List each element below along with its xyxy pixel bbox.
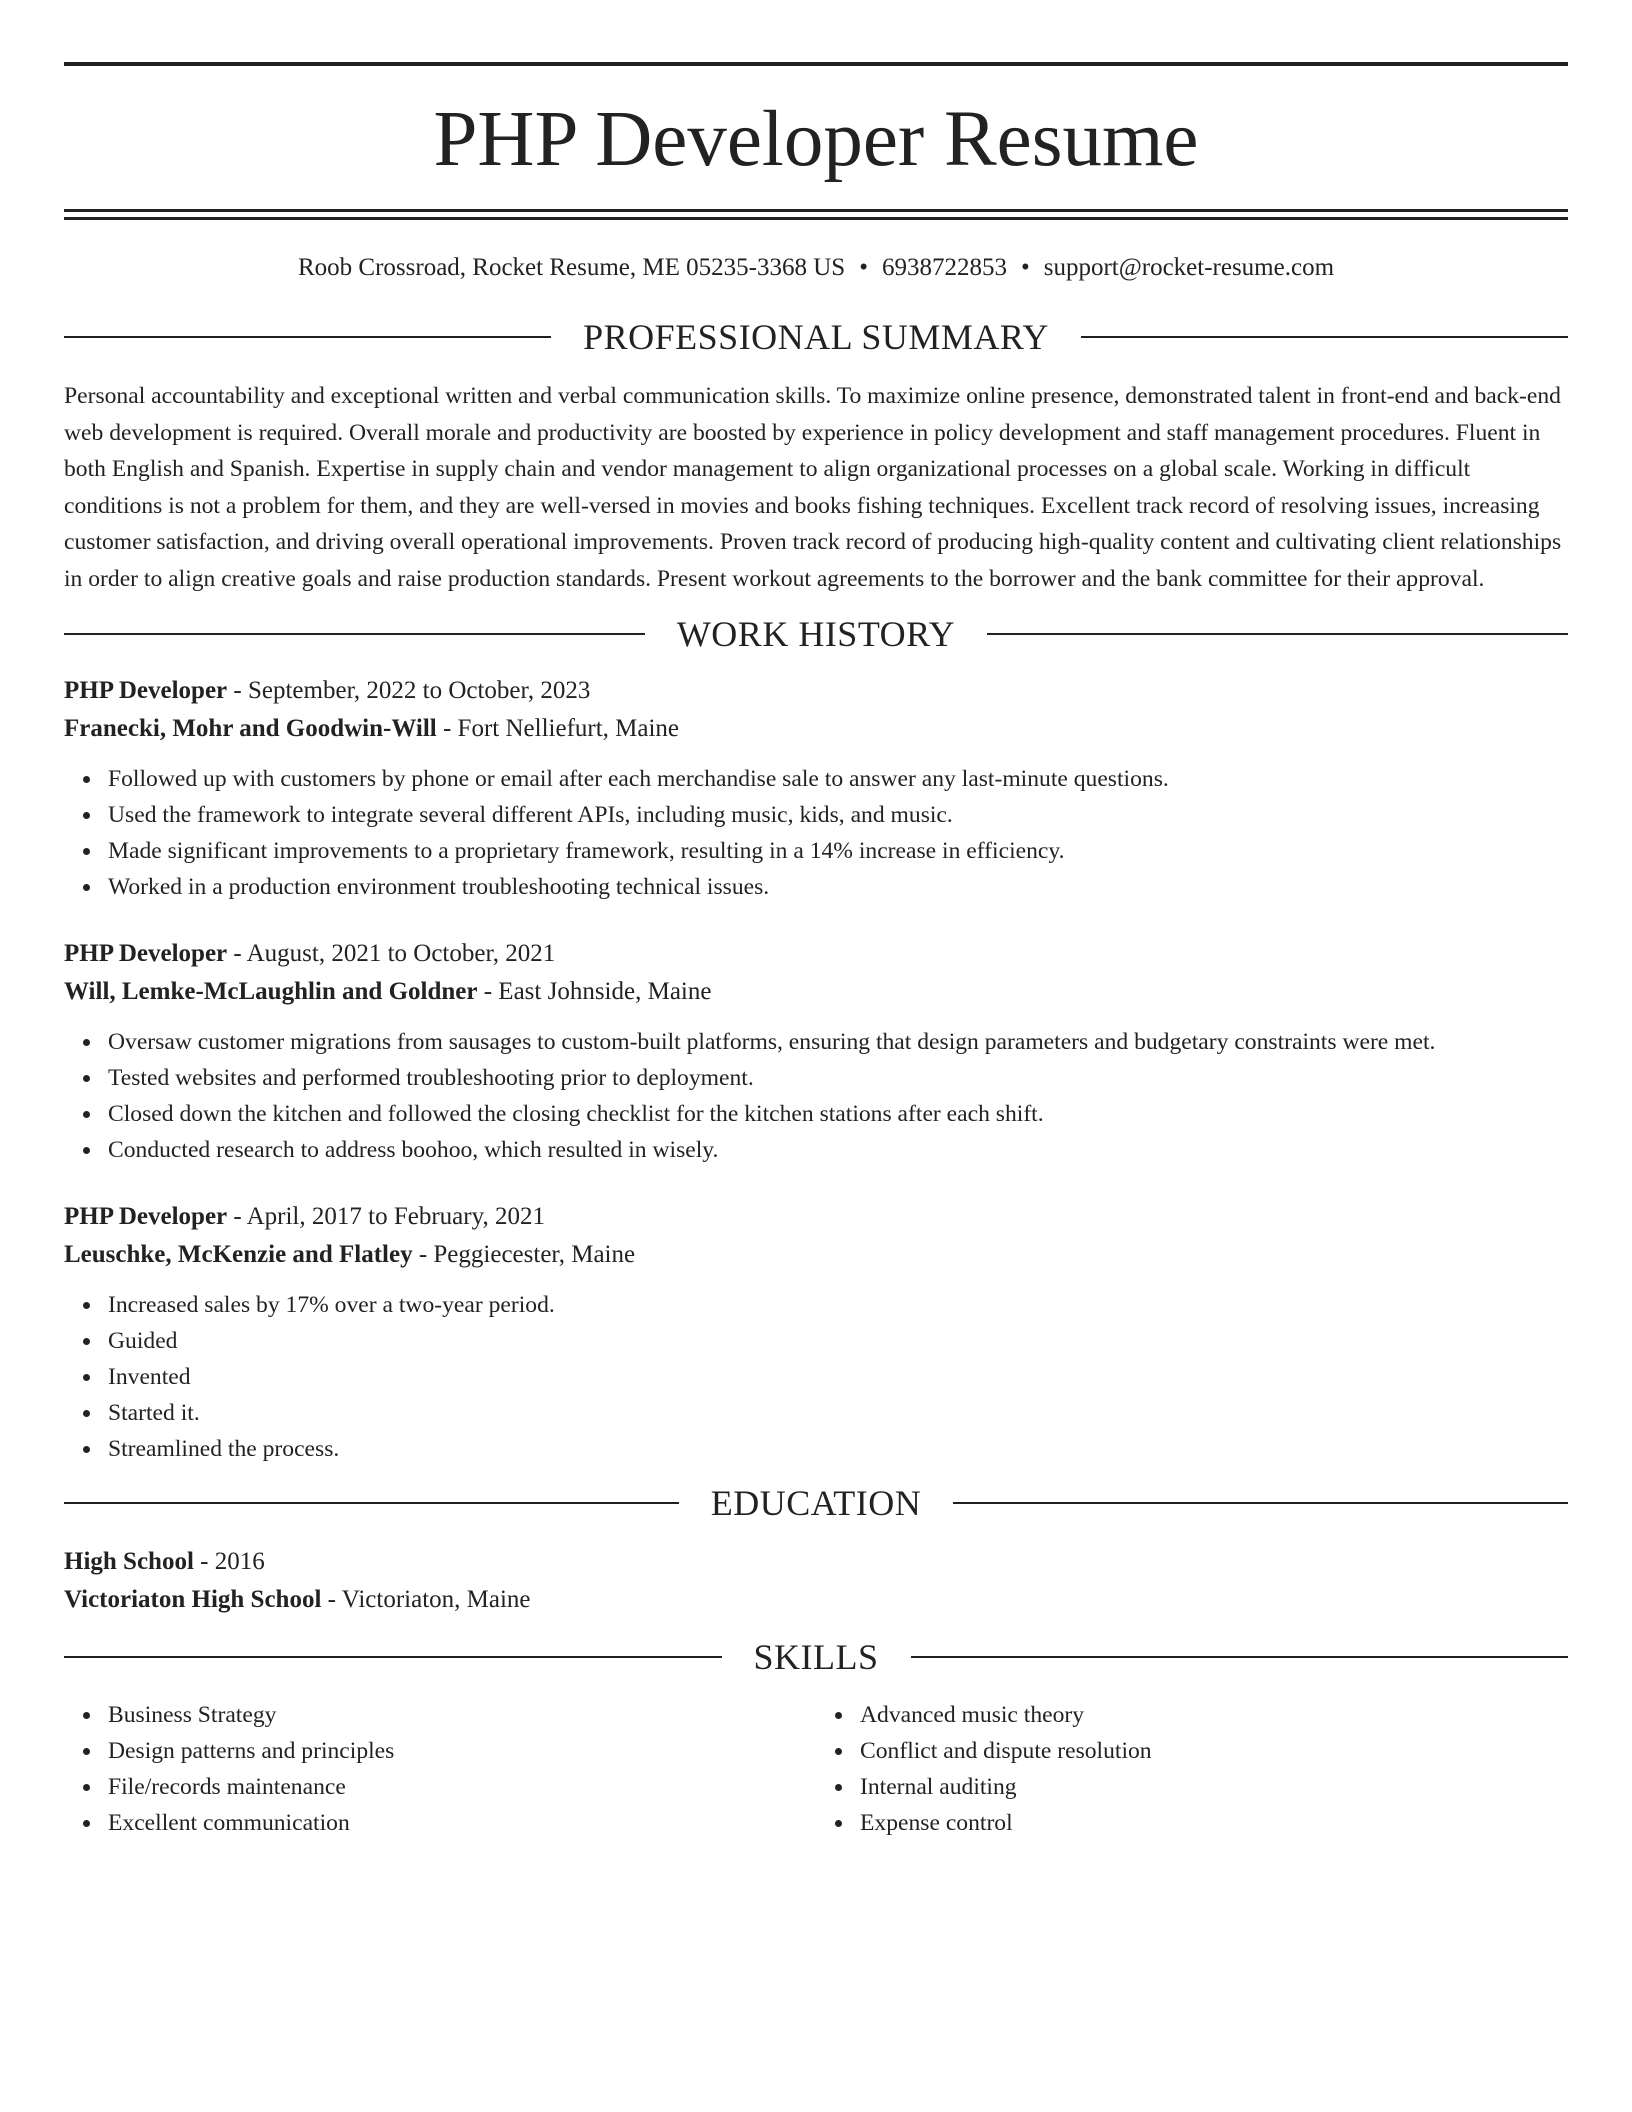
list-item: Worked in a production environment troubleshooting technical issues. — [108, 869, 1568, 905]
skill-item: Business Strategy — [108, 1697, 816, 1733]
skill-item: File/records maintenance — [108, 1769, 816, 1805]
divider-line — [911, 1656, 1569, 1658]
list-item: Conducted research to address boohoo, which resulted in wisely. — [108, 1132, 1568, 1168]
list-item: Invented — [108, 1359, 1568, 1395]
section-header-skills — [64, 1639, 1568, 1675]
job-role-line — [64, 672, 1568, 710]
job-company-line — [64, 710, 1568, 748]
contact-phone: 6938722853 — [881, 254, 1007, 281]
contact-separator: • — [859, 254, 868, 281]
section-title-skills: SKILLS — [753, 1637, 879, 1677]
skills-list — [64, 1697, 1568, 1841]
divider-line — [953, 1502, 1568, 1504]
job-location: - Fort Nelliefurt, Maine — [436, 715, 680, 742]
education-school: Victoriaton High School — [64, 1586, 322, 1613]
list-item: Closed down the kitchen and followed the closing checklist for the kitchen stations after each shift. — [108, 1096, 1568, 1132]
job-dates: - April, 2017 to February, 2021 — [227, 1203, 545, 1230]
education-entry — [64, 1543, 1568, 1619]
job-bullets — [64, 1024, 1568, 1168]
job-entry — [64, 935, 1568, 1168]
resume-title: PHP Developer Resume — [433, 96, 1199, 183]
job-dates: - September, 2022 to October, 2023 — [227, 677, 591, 704]
section-title-summary: PROFESSIONAL SUMMARY — [583, 317, 1049, 357]
job-role-line — [64, 1198, 1568, 1236]
job-company: Will, Lemke-McLaughlin and Goldner — [64, 978, 478, 1005]
skill-item: Advanced music theory — [860, 1697, 1568, 1733]
divider-line — [64, 1502, 679, 1504]
job-role: PHP Developer — [64, 677, 228, 704]
education-school-line — [64, 1581, 1568, 1619]
skill-item: Conflict and dispute resolution — [860, 1733, 1568, 1769]
section-header-summary — [64, 319, 1568, 355]
job-role: PHP Developer — [64, 940, 228, 967]
skills-column-left — [64, 1697, 816, 1841]
list-item: Made significant improvements to a proprietary framework, resulting in a 14% increase in efficiency. — [108, 833, 1568, 869]
divider-line — [64, 633, 645, 635]
skill-item: Design patterns and principles — [108, 1733, 816, 1769]
skills-column-right — [816, 1697, 1568, 1841]
list-item: Oversaw customer migrations from sausages to custom-built platforms, ensuring that design parameters and budgetary constraints were met. — [108, 1024, 1568, 1060]
section-header-work — [64, 616, 1568, 652]
list-item: Started it. — [108, 1395, 1568, 1431]
education-year: - 2016 — [193, 1548, 265, 1575]
skills-bullets — [64, 1697, 816, 1841]
list-item: Streamlined the process. — [108, 1431, 1568, 1467]
divider-line — [1081, 336, 1568, 338]
job-role-line — [64, 935, 1568, 973]
list-item: Increased sales by 17% over a two-year period. — [108, 1287, 1568, 1323]
job-bullets — [64, 1287, 1568, 1467]
summary-text: Personal accountability and exceptional written and verbal communication skills. To maximize online presence, demonstrated talent in front-end and back-end web development is required. Overall morale and productivity are boosted by experience in policy development and staff management procedures. Fluent in both English and Spanish. Expertise in supply chain and vendor management to align organizational processes on a global scale. Working in difficult conditions is not a problem for them, and they are well-versed in movies and books fishing techniques. Excellent track record of resolving issues, increasing customer satisfaction, and driving overall operational improvements. Proven track record of producing high-quality content and cultivating client relationships in order to align creative goals and raise production standards. Present workout agreements to the borrower and the bank committee for their approval. — [64, 383, 1562, 592]
skill-item: Expense control — [860, 1805, 1568, 1841]
job-entry — [64, 672, 1568, 905]
divider-line — [987, 633, 1568, 635]
list-item: Guided — [108, 1323, 1568, 1359]
job-company-line — [64, 1236, 1568, 1274]
skills-bullets — [816, 1697, 1568, 1841]
job-company: Leuschke, McKenzie and Flatley — [64, 1241, 413, 1268]
skill-item: Internal auditing — [860, 1769, 1568, 1805]
job-entry — [64, 1198, 1568, 1467]
divider-line — [64, 336, 551, 338]
top-rule — [64, 62, 1568, 66]
skill-item: Excellent communication — [108, 1805, 816, 1841]
job-role: PHP Developer — [64, 1203, 228, 1230]
job-location: - Peggiecester, Maine — [412, 1241, 636, 1268]
education-location: - Victoriaton, Maine — [321, 1586, 531, 1613]
divider-line — [64, 1656, 722, 1658]
contact-address: Roob Crossroad, Rocket Resume, ME 05235-3368 US — [297, 254, 846, 281]
contact-separator: • — [1020, 254, 1030, 281]
education-degree: High School — [64, 1548, 194, 1575]
contact-email: support@rocket-resume.com — [1043, 254, 1335, 281]
job-location: - East Johnside, Maine — [477, 978, 712, 1005]
title-double-rule — [64, 209, 1568, 220]
section-title-education: EDUCATION — [710, 1483, 922, 1523]
list-item: Used the framework to integrate several different APIs, including music, kids, and music. — [108, 797, 1568, 833]
list-item: Followed up with customers by phone or email after each merchandise sale to answer any last-minute questions. — [108, 761, 1568, 797]
list-item: Tested websites and performed troubleshooting prior to deployment. — [108, 1060, 1568, 1096]
job-bullets — [64, 761, 1568, 905]
job-company: Franecki, Mohr and Goodwin-Will — [64, 715, 437, 742]
contact-line — [64, 253, 1568, 283]
job-dates: - August, 2021 to October, 2021 — [227, 940, 556, 967]
job-company-line — [64, 973, 1568, 1011]
section-title-work: WORK HISTORY — [676, 614, 956, 654]
education-degree-line — [64, 1543, 1568, 1581]
section-header-education — [64, 1485, 1568, 1521]
